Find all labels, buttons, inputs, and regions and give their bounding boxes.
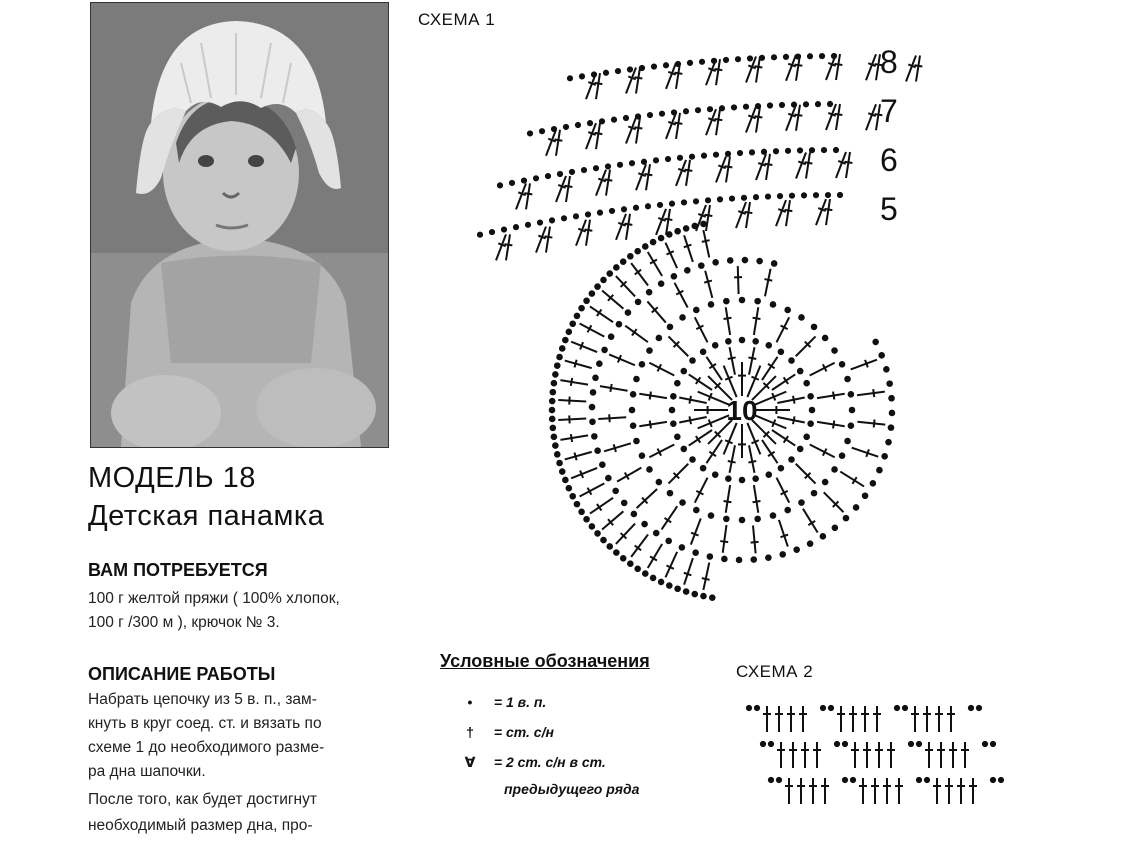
description-heading: ОПИСАНИЕ РАБОТЫ — [88, 664, 276, 684]
increase-stitch-icon: ∀ — [464, 754, 476, 770]
row-number: 8 — [880, 44, 898, 80]
description-line: ра дна шапочки. — [88, 763, 206, 780]
scheme1-diagram — [440, 20, 940, 620]
description-line: необходимый размер дна, про- — [88, 817, 313, 834]
row-number: 6 — [880, 142, 898, 178]
model-photo — [90, 2, 389, 448]
double-crochet-icon: † — [466, 724, 474, 740]
chain-stitch-icon: • — [467, 694, 473, 710]
row-number: 7 — [880, 93, 898, 129]
materials-line: 100 г желтой пряжи ( 100% хлопок, — [88, 590, 340, 607]
model-number: МОДЕЛЬ 18 — [88, 462, 256, 494]
description-line: После того, как будет достигнут — [88, 791, 317, 808]
legend-item — [450, 694, 546, 710]
description-line: Набрать цепочку из 5 в. п., зам- — [88, 691, 317, 708]
scheme1-row-numbers — [880, 38, 898, 234]
materials-heading: ВАМ ПОТРЕБУЕТСЯ — [88, 560, 268, 580]
legend-text: = 2 ст. с/н в ст. — [493, 754, 606, 770]
legend-text: = 1 в. п. — [493, 694, 547, 710]
legend-title: Условные обозначения — [440, 651, 650, 671]
description-line: схеме 1 до необходимого разме- — [88, 739, 325, 756]
row-number: 5 — [880, 191, 898, 227]
model-title: Детская панамка — [88, 500, 325, 532]
scheme1-label: СХЕМА 1 — [418, 10, 496, 29]
materials-line: 100 г /300 м ), крючок № 3. — [88, 614, 280, 631]
description-line: кнуть в круг соед. ст. и вязать по — [88, 715, 322, 732]
legend-item — [450, 724, 554, 740]
legend-text: = ст. с/н — [493, 724, 554, 740]
scheme2-diagram — [745, 698, 1035, 808]
scheme1-center-label: 10 — [726, 395, 758, 426]
legend-item — [450, 754, 606, 771]
child-in-hat-image — [91, 3, 388, 447]
legend-text-continued: предыдущего ряда — [504, 781, 640, 797]
scheme2-label: СХЕМА 2 — [736, 662, 814, 681]
